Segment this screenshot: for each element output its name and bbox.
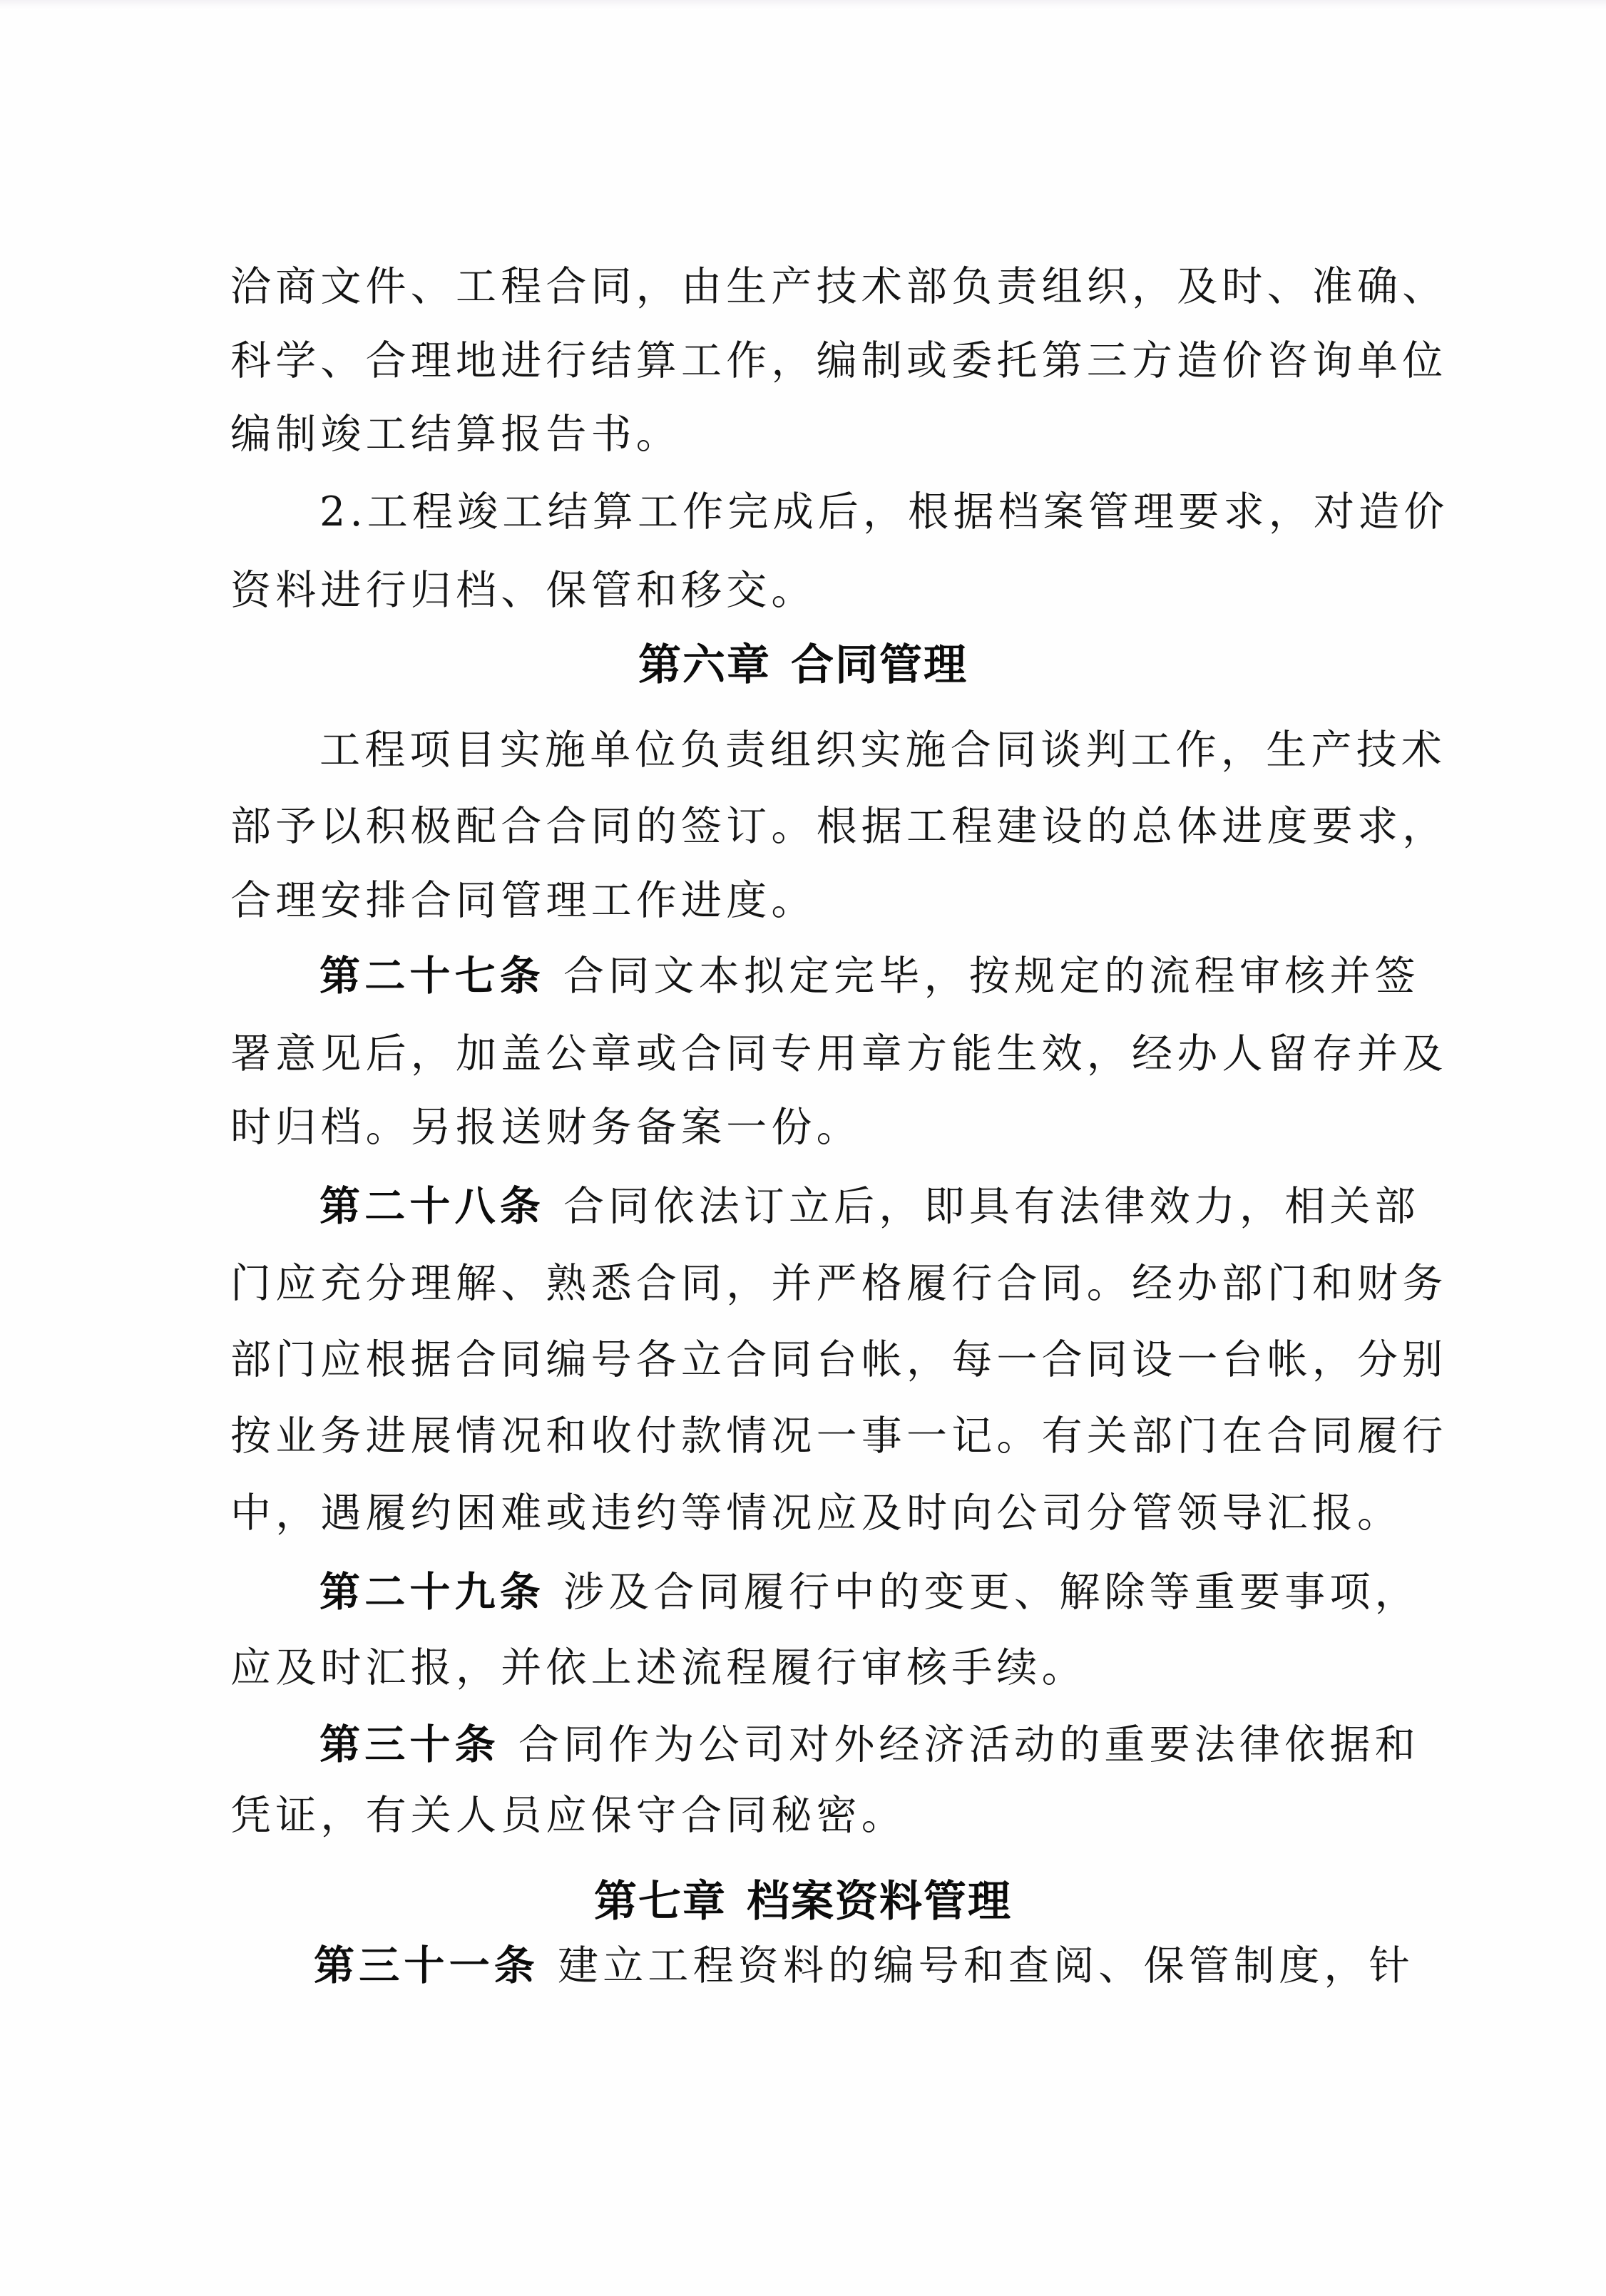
article-label: 第三十一条 [314,1942,539,1989]
article-text: 合同依法订立后，即具有法律效力，相关部 [563,1183,1420,1230]
article-27-first-line [319,953,1420,999]
body-line: 合理安排合同管理工作进度。 [230,877,817,924]
article-31-first-line [314,1943,1414,1989]
body-line: 按业务进展情况和收付款情况一事一记。有关部门在合同履行 [230,1413,1448,1460]
chapter-title: 合同管理 [791,640,968,690]
article-28-first-line [319,1184,1420,1229]
chapter-number: 第七章 [594,1877,727,1927]
body-line: 科学、合理地进行结算工作，编制或委托第三方造价咨询单位 [230,337,1448,384]
article-label: 第二十九条 [319,1569,545,1616]
body-line: 资料进行归档、保管和移交。 [230,567,817,614]
body-line: 中，遇履约困难或违约等情况应及时向公司分管领导汇报。 [230,1490,1403,1537]
article-30-first-line [319,1722,1420,1768]
article-label: 第二十七条 [319,953,545,1000]
article-text: 合同作为公司对外经济活动的重要法律依据和 [518,1721,1420,1768]
article-text: 涉及合同履行中的变更、解除等重要事项， [563,1569,1420,1616]
chapter-heading-6 [0,642,1606,689]
article-label: 第二十八条 [319,1183,545,1230]
body-line: 部予以积极配合合同的签订。根据工程建设的总体进度要求， [230,803,1448,850]
body-line: 部门应根据合同编号各立合同台帐，每一合同设一台帐，分别 [230,1336,1448,1383]
chapter-title: 档案资料管理 [747,1877,1012,1927]
article-text: 合同文本拟定完毕，按规定的流程审核并签 [563,953,1420,1000]
body-line: 署意见后，加盖公章或合同专用章方能生效，经办人留存并及 [230,1030,1448,1077]
body-line: 编制竣工结算报告书。 [230,411,681,458]
body-line: 门应充分理解、熟悉合同，并严格履行合同。经办部门和财务 [230,1260,1448,1307]
article-label: 第三十条 [319,1721,500,1768]
body-line: 应及时汇报，并依上述流程履行审核手续。 [230,1644,1087,1691]
body-line: 时归档。另报送财务备案一份。 [230,1104,861,1151]
chapter-heading-7 [0,1878,1606,1925]
body-line: 凭证，有关人员应保守合同秘密。 [230,1792,906,1839]
article-29-first-line [319,1569,1420,1615]
scan-edge-artifact [0,0,1606,10]
body-line: 工程项目实施单位负责组织实施合同谈判工作，生产技术 [319,727,1446,774]
list-item-2-line: 2.工程竣工结算工作完成后，根据档案管理要求，对造价 [319,488,1449,535]
article-text: 建立工程资料的编号和查阅、保管制度，针 [558,1942,1414,1989]
chapter-number: 第六章 [638,640,771,690]
body-line: 洽商文件、工程合同，由生产技术部负责组织，及时、准确、 [230,263,1448,310]
